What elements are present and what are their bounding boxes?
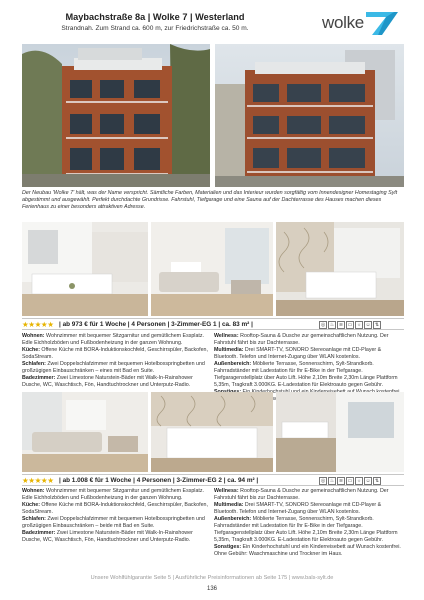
- page-subtitle: Strandnah. Zum Strand ca. 600 m, zur Friedrichstraße ca. 50 m.: [61, 25, 249, 32]
- unit2-kueche: Küche: Offene Küche mit BORA-Induktionskochfeld, Geschirrspüler, Backofen, SodaStream.: [22, 502, 208, 515]
- photo-unit1-kitchen: [22, 222, 148, 316]
- unit1-kueche: Küche: Offene Küche mit BORA-Induktionskochfeld, Geschirrspüler, Backofen, SodaStream.: [22, 347, 208, 360]
- unit1-stars: ★★★★★: [22, 320, 54, 329]
- unit1-rating-line: | ab 973 € für 1 Woche | 4 Personen | 3-Zimmer-EG 1 | ca. 83 m² |: [59, 321, 253, 329]
- sauna-icon: ☼: [356, 477, 362, 484]
- child-icon: ☺: [365, 321, 371, 328]
- photo-unit2-bathroom: [276, 392, 404, 472]
- unit2-wohnen: Wohnen: Wohnzimmer mit bequemer Sitzgarnitur und gemütlichem Essplatz. Edle Eichholzböden und Fußbodenheizung in der ganzen Wohnung.: [22, 488, 205, 501]
- tv-icon: ▭: [347, 321, 353, 328]
- unit1-schlafen: Schlafen: Zwei Doppelschlafzimmer mit bequemen Hotelboxspringbetten und großzügigen Einbauschränken – eines mit Bad en Suite.: [22, 361, 205, 374]
- bath-icon: ♨: [329, 477, 335, 484]
- unit2-schlafen: Schlafen: Zwei Doppelschlafzimmer mit bequemen Hotelboxspringbetten und großzügigen Einbauschränken – beide mit Bad en Suite.: [22, 516, 205, 529]
- unit2-right-column: [214, 488, 404, 558]
- laundry-icon: ◎: [320, 321, 326, 328]
- page-number: 136: [206, 586, 217, 592]
- bath-icon: ♨: [329, 321, 335, 328]
- unit1-bad: Badezimmer: Zwei Limestone Naturstein-Bäder mit Walk-In-Rainshower Dusche, WC, Waschtisch, Fön, Handtuchtrockner und Unterputz-Radio.: [22, 375, 193, 388]
- unit2-rating-line: | ab 1.008 € für 1 Woche | 4 Personen | 3-Zimmer-EG 2 | ca. 94 m² |: [59, 477, 259, 485]
- laundry-icon: ◎: [320, 477, 326, 484]
- unit2-left-column: [22, 488, 212, 544]
- logo-seven-mark: [364, 10, 402, 36]
- unit1-multimedia: Multimedia: Drei SMART-TV, SONORO Stereoanlage mit CD-Player & Bluetooth. Telefon und Internet-Zugang über WLAN kostenlos.: [214, 347, 382, 360]
- tv-icon: ▭: [347, 477, 353, 484]
- page-footer[interactable]: Unsere Wohlfühlgarantie Seite 5 | Ausführliche Preisinformationen ab Seite 175 | www.bals-sylt.de: [90, 575, 334, 581]
- unit1-amenity-icons: [319, 321, 381, 329]
- unit1-wohnen: Wohnen: Wohnzimmer mit bequemer Sitzgarnitur und gemütlichem Essplatz. Edle Eichholzböden und Fußbodenheizung in der ganzen Wohnung.: [22, 333, 205, 346]
- photo-unit1-living: [151, 222, 273, 316]
- unit2-wellness: Wellness: Rooftop-Sauna & Dusche zur gemeinschaftlichen Nutzung. Der Fahrstuhl fährt bis zur Dachterrasse.: [214, 488, 389, 501]
- unit2-stars: ★★★★★: [22, 476, 54, 485]
- unit2-aussen: Außenbereich: Möblierte Terrasse, Sonnenschirm, Sylt-Strandkorb. Fahrradständer mit Ladestation für Ihr E-Bike in der Tiefgarage. Tiefgaragenstellplatz über Auto Lift. Höhe 2,10m Breite 2,30m Länge Plattform 5,35m, Tragkraft 3.000KG. E-Ladestation für Elektroauto gegen Gebühr.: [214, 516, 398, 543]
- unit2-sonstiges: Sonstiges: Ein Kinderhochstuhl und ein Kinderreisebett auf Wunsch kostenfrei. Ohne Gebühr: Waschmaschine und Trockner im Haus.: [214, 544, 401, 557]
- page-title: Maybachstraße 8a | Wolke 7 | Westerland: [65, 12, 245, 22]
- logo-text: wolke: [322, 13, 364, 32]
- photo-unit2-bedroom: [151, 392, 273, 472]
- unit1-wellness: Wellness: Rooftop-Sauna & Dusche zur gemeinschaftlichen Nutzung. Der Fahrstuhl fährt bis zur Dachterrasse.: [214, 333, 389, 346]
- unit2-bad: Badezimmer: Zwei Limestone Naturstein-Bäder mit Walk-In-Rainshower Dusche, WC, Waschtisch, Fön, Handtuchtrockner und Unterputz-Radio.: [22, 530, 193, 543]
- unit2-rating-bar: [22, 474, 404, 486]
- photo-exterior-front: [215, 44, 404, 187]
- photo-exterior-corner: [22, 44, 210, 187]
- unit2-amenity-icons: [319, 477, 381, 485]
- page-header: [0, 0, 424, 42]
- wolke7-logo: [322, 10, 402, 36]
- photo-unit1-bedroom: [276, 222, 404, 316]
- wifi-icon: ≋: [338, 321, 344, 328]
- unit1-aussen: Außenbereich: Möblierte Terrasse, Sonnenschirm, Sylt-Strandkorb. Fahrradständer mit Ladestation für Ihr E-Bike in der Tiefgarage. Tiefgaragenstellplatz über Auto Lift. Höhe 2,10m Breite 2,30m Länge Plattform 5,35m, Tragkraft 3.000KG. E-Ladestation für Elektroauto gegen Gebühr.: [214, 361, 398, 388]
- wifi-icon: ≋: [338, 477, 344, 484]
- intro-text: Der Neubau 'Wolke 7' hält, was der Name verspricht. Sämtliche Farben, Materialien und das Interieur wurden sorgfältig vom Innendesigner Homestaging Sylt abgestimmt und ausgewählt. Perfekt durchdachte Grundrisse. Fahrstuhl, Tiefgarage und eine Sauna auf der Dachterrasse des Hauses machen dieses Ferienhaus zu einer besonders attraktiven Adresse.: [22, 190, 398, 211]
- elevator-icon: ⇅: [374, 321, 380, 328]
- unit2-multimedia: Multimedia: Drei SMART-TV, SONORO Stereoanlage mit CD-Player & Bluetooth. Telefon und Internet-Zugang über WLAN kostenlos.: [214, 502, 382, 515]
- child-icon: ☺: [365, 477, 371, 484]
- photo-unit2-living: [22, 392, 148, 472]
- sauna-icon: ☼: [356, 321, 362, 328]
- unit1-rating-bar: [22, 318, 404, 330]
- unit1-left-column: [22, 333, 212, 389]
- elevator-icon: ⇅: [374, 477, 380, 484]
